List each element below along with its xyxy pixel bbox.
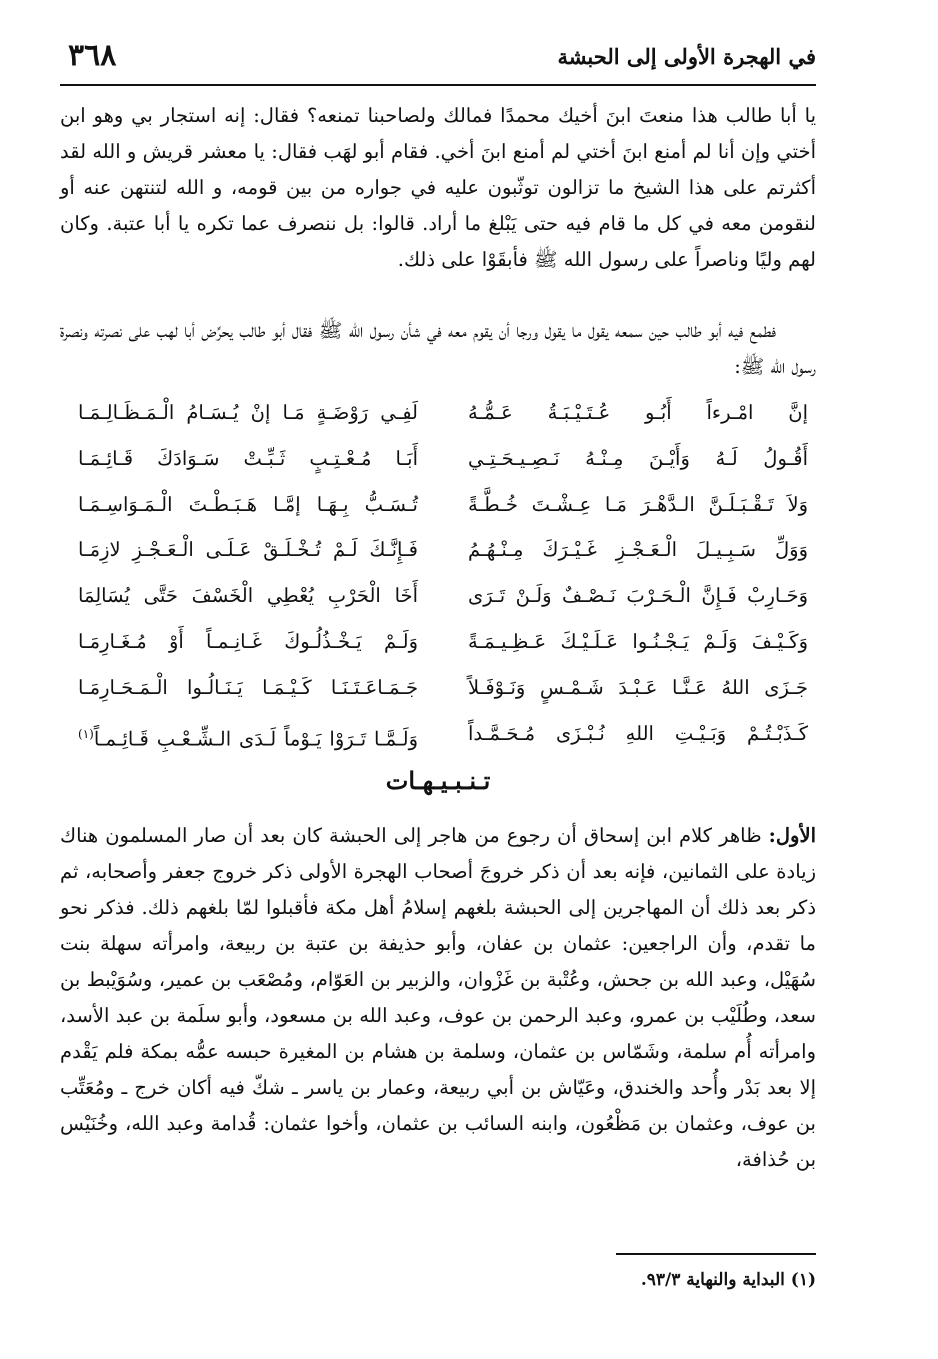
verse-first-half: وَكَـيْـفَ وَلَـمْ يَـجْـنُـوا عَـلَـيْـكَ عَـظِـيـمَـةً: [468, 629, 808, 653]
poem-verse: [78, 714, 808, 760]
paragraph-1: يا أبا طالب هذا منعتَ ابنَ أخيك محمدًا فمالك ولصاحبنا تمنعه؟ فقال: إنه استجار بي وهو ابن أختي وإن أنا لم أمنع ابنَ أختي لم أمنع ابنَ أخي. فقام أبو لهَب فقال: يا معشر قريش و الله لقد أكثرتم على هذا الشيخ ما تزالون توثّبون عليه في جواره من بين قومه، و الله لتنتهن عنه أو لنقومن معه في كل ما قام فيه حتى يَبْلغ ما أراد. قالوا: بل ننصرف عما تكره يا أبا عتبة. وكان لهم وليًا وناصراً على رسول الله ﷺ فأبقَوْا على ذلك.: [60, 104, 816, 271]
verse-first-half: إنَّ امْـرءاً أَبُـو عُـتَـيْـبَـةُ عَـمُّـهُ: [468, 401, 808, 424]
header-divider: [60, 84, 816, 86]
footnote: (١) البداية والنهاية ٩٣/٣.: [640, 1270, 816, 1290]
lead-word: الأول:: [768, 824, 816, 847]
paragraph-2: فطمع فيه أبو طالب حين سمعه يقول ما يقول ورجا أن يقوم معه في شأن رسول الله ﷺ فقال أبو طالب يحرِّض أبا لهب على نصرته ونصرة رسول الله ﷺ:: [60, 319, 816, 378]
poem-verse: [78, 530, 808, 576]
verse-second-half-with-note: [78, 714, 418, 760]
verse-second-half: وَلَـمْ يَـخْـذُلُـوكَ غَـانِـمـاً أَوْ مُـغَـارِمَـا: [78, 629, 418, 653]
poem-verse: [78, 668, 808, 714]
section-heading: تـنـبـيـهـات: [385, 766, 491, 795]
verse-second-half: جَـمَـاعَـتَـنَـا كَـيْـمَـا يَـنَـالُـوا الْـمَـحَـارِمَـا: [78, 675, 418, 699]
poem: [78, 393, 808, 759]
paragraph-3-body: ظاهر كلام ابن إسحاق أن رجوع من هاجر إلى الحبشة كان بعد أن صار المسلمون هناك زيادة على الثمانين، فإنه بعد أن ذكر خروجَ أصحاب الهجرة الأولى ذكر خروج جعفر وأصحابه، ثم ذكر بعد ذلك أن المهاجرين إلى الحبشة بلغهم إسلامُ أهل مكة فأقبلوا لمّا بلغهم ذلك. فذكر نحو ما تقدم، وأن الراجعين: عثمان بن عفان، وأبو حذيفة بن عتبة بن ربيعة، وامرأته سهلة بنت سُهَيْل، وعبد الله بن جحش، وعُتْبة بن غَزْوان، والزبير بن العَوّام، ومُصْعَب بن عمير، وسُوَيْبط بن سعد، وطُلَيْب بن عمرو، وعبد الرحمن بن عوف، وعبد الله بن مسعود، وأبو سلَمة بن عبد الأسد، وامرأته أُم سلمة، وشَمّاس بن عثمان، وسلمة بن هشام بن المغيرة حبسه عمُّه بمكة فلم يَقْدم إلا بعد بَدْر وأُحد والخندق، وعَيّاش بن أبي ربيعة، وعمار بن ياسر ـ شكّ فيه أكان خرج ـ ومُعَتِّب بن عوف، وعثمان بن مَظْعُون، وابنه السائب بن عثمان، وأخوا عثمان: قُدامة وعبد الله، وخُنَيْس بن حُذافة،: [60, 824, 817, 1171]
verse-second-half: تُـسَـبُّ بِـهَـا إمَّـا هَـبَـطْـتَ الْـمَـوَاسِـمَـا: [78, 492, 418, 516]
poem-verse: [78, 622, 808, 668]
verse-second-half: أَبَـا مُـعْـتِـبٍ ثَـبِّـتْ سَـوَادَكَ قَـائِـمَـا: [78, 446, 418, 470]
poem-verse: [78, 393, 808, 439]
verse-first-half: أَقُـولُ لَـهُ وَأَيْـنَ مِـنْـهُ نَـصِـيـحَـتِـي: [468, 446, 808, 470]
poem-verse: [78, 576, 808, 622]
running-header: [60, 38, 816, 80]
verse-first-half: جَـزَى اللهُ عَـنَّـا عَـبْـدَ شَـمْـسٍ وَنَـوْفَـلاً: [468, 675, 808, 699]
poem-verse: [78, 485, 808, 531]
verse-first-half: وَوَلِّ سَـبِـيـلَ الْـعَـجْـزِ غَـيْـرَكَ مِـنْـهُـمُ: [468, 538, 808, 562]
verse-second-half: أَخَا الْحَرْبِ يُعْطِي الْخَسْفَ حَتَّى يُسَالِمَا: [78, 584, 418, 608]
verse-first-half: كَـذَبْـتُـمْ وَبَـيْـتِ اللهِ نُـبْـزَى مُـحَـمَّـداً: [468, 721, 808, 745]
page-number: ٣٦٨: [68, 38, 117, 73]
footnote-divider: [616, 1253, 816, 1255]
poem-verse: [78, 439, 808, 485]
footnote-marker[interactable]: (١): [78, 726, 94, 741]
verse-second-half: فَـإِنَّـكَ لَـمْ تُـخْـلَـقْ عَـلَـى الْـعَـجْـزِ لازِمَـا: [78, 538, 418, 562]
paragraph-3: [60, 818, 816, 1178]
verse-second-half: وَلَـمَّـا تَـرَوْا يَـوْماً لَـدَى الـشِّـعْـبِ قَـائِـمـاً: [93, 727, 418, 751]
verse-first-half: وَحَـارِبْ فَـإِنَّ الْـحَـرْبَ نَـصْـفٌ وَلَـنْ تَـرَى: [468, 584, 808, 608]
running-title: في الهجرة الأولى إلى الحبشة: [557, 44, 816, 69]
verse-first-half: وَلاَ تَـقْـبَـلَـنَّ الـدَّهْـرَ مَـا عِـشْـتَ خُـطَّـةً: [468, 492, 808, 516]
verse-second-half: لَفِـي رَوْضَـةٍ مَـا إنْ يُـسَـامُ الْـمَـظَـالِـمَـا: [78, 401, 418, 424]
